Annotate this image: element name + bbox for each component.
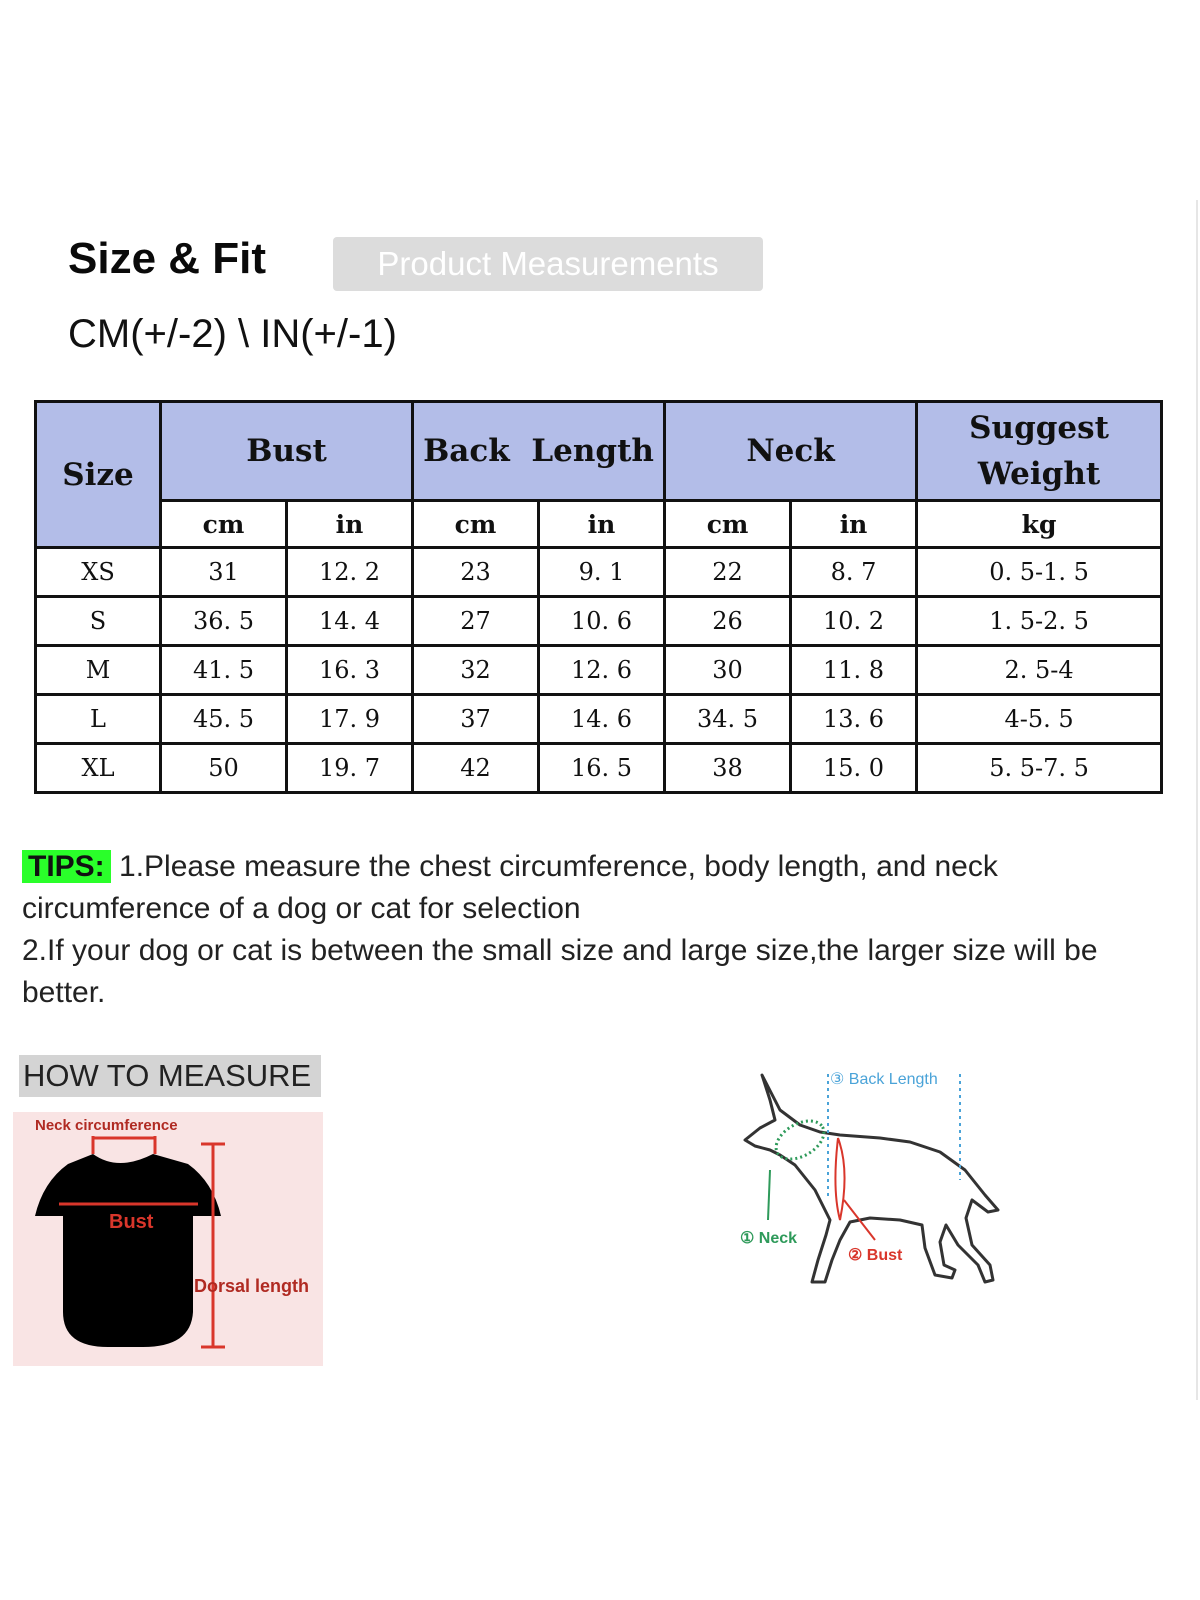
bust-cm-cell: 41. 5: [161, 646, 287, 695]
unit-back-in: in: [539, 501, 665, 548]
dorsal-length-label: Dorsal length: [194, 1276, 310, 1296]
table-row: [36, 744, 1162, 793]
bust-cm-cell: 31: [161, 548, 287, 597]
bust-in-cell: 14. 4: [287, 597, 413, 646]
neck-in-cell: 8. 7: [791, 548, 917, 597]
shirt-icon: [35, 1154, 221, 1347]
table-unit-row: [36, 501, 1162, 548]
weight-cell: 4-5. 5: [917, 695, 1162, 744]
size-cell: XS: [36, 548, 161, 597]
tolerance-note: CM(+/-2) \ IN(+/-1): [68, 312, 397, 356]
size-chart-table: [34, 400, 1163, 794]
bust-in-cell: 19. 7: [287, 744, 413, 793]
bust-cm-cell: 45. 5: [161, 695, 287, 744]
bust-in-cell: 12. 2: [287, 548, 413, 597]
table-row: [36, 548, 1162, 597]
neck-in-cell: 13. 6: [791, 695, 917, 744]
page-edge-line: [1196, 200, 1198, 1400]
tips-block: [22, 846, 1182, 1014]
how-to-measure-heading: HOW TO MEASURE: [19, 1055, 321, 1097]
bust-label: Bust: [109, 1211, 154, 1233]
bust-cm-cell: 50: [161, 744, 287, 793]
unit-back-cm: cm: [413, 501, 539, 548]
weight-cell: 0. 5-1. 5: [917, 548, 1162, 597]
neck-cm-cell: 26: [665, 597, 791, 646]
table-header-row: [36, 402, 1162, 501]
size-cell: S: [36, 597, 161, 646]
weight-cell: 5. 5-7. 5: [917, 744, 1162, 793]
back-length-label: ③ Back Length: [830, 1071, 938, 1088]
neck-in-cell: 15. 0: [791, 744, 917, 793]
bust-in-cell: 16. 3: [287, 646, 413, 695]
neck-marker: [769, 1113, 830, 1167]
bust-header: Bust: [161, 402, 413, 501]
table-row: [36, 695, 1162, 744]
page-title: Size & Fit: [68, 234, 267, 283]
neck-in-cell: 10. 2: [791, 597, 917, 646]
back-in-cell: 12. 6: [539, 646, 665, 695]
neck-cm-cell: 22: [665, 548, 791, 597]
back-in-cell: 9. 1: [539, 548, 665, 597]
unit-bust-in: in: [287, 501, 413, 548]
unit-bust-cm: cm: [161, 501, 287, 548]
unit-neck-cm: cm: [665, 501, 791, 548]
bust-marker: [835, 1138, 844, 1220]
tips-label: TIPS:: [22, 850, 111, 883]
weight-cell: 1. 5-2. 5: [917, 597, 1162, 646]
back-cm-cell: 23: [413, 548, 539, 597]
shirt-measure-diagram: [13, 1112, 323, 1366]
neck-cm-cell: 30: [665, 646, 791, 695]
back-in-cell: 14. 6: [539, 695, 665, 744]
weight-header: Suggest Weight: [917, 402, 1162, 501]
weight-cell: 2. 5-4: [917, 646, 1162, 695]
neck-in-cell: 11. 8: [791, 646, 917, 695]
size-cell: XL: [36, 744, 161, 793]
neck-circumference-label: Neck circumference: [35, 1117, 178, 1134]
neck-cm-cell: 38: [665, 744, 791, 793]
unit-neck-in: in: [791, 501, 917, 548]
neck-pointer: [768, 1170, 770, 1220]
bust-in-cell: 17. 9: [287, 695, 413, 744]
neck-header: Neck: [665, 402, 917, 501]
back-cm-cell: 27: [413, 597, 539, 646]
back-in-cell: 10. 6: [539, 597, 665, 646]
bust-cm-cell: 36. 5: [161, 597, 287, 646]
back-cm-cell: 32: [413, 646, 539, 695]
back-in-cell: 16. 5: [539, 744, 665, 793]
size-cell: M: [36, 646, 161, 695]
size-header: Size: [36, 402, 161, 548]
dog-bust-label: ② Bust: [848, 1247, 903, 1264]
table-row: [36, 597, 1162, 646]
dog-neck-label: ① Neck: [740, 1230, 798, 1247]
back-length-header: Back Length: [413, 402, 665, 501]
table-row: [36, 646, 1162, 695]
size-cell: L: [36, 695, 161, 744]
bust-pointer: [844, 1200, 875, 1240]
dog-measure-diagram: [740, 1070, 1040, 1330]
neck-cm-cell: 34. 5: [665, 695, 791, 744]
unit-weight-kg: kg: [917, 501, 1162, 548]
back-cm-cell: 37: [413, 695, 539, 744]
back-cm-cell: 42: [413, 744, 539, 793]
product-measurements-badge: Product Measurements: [333, 237, 763, 291]
tip-1: 1.Please measure the chest circumference, body length, and neck circumference of a dog or cat for selection: [22, 850, 998, 925]
tip-2: 2.If your dog or cat is between the small size and large size,the larger size will be better.: [22, 934, 1098, 1009]
